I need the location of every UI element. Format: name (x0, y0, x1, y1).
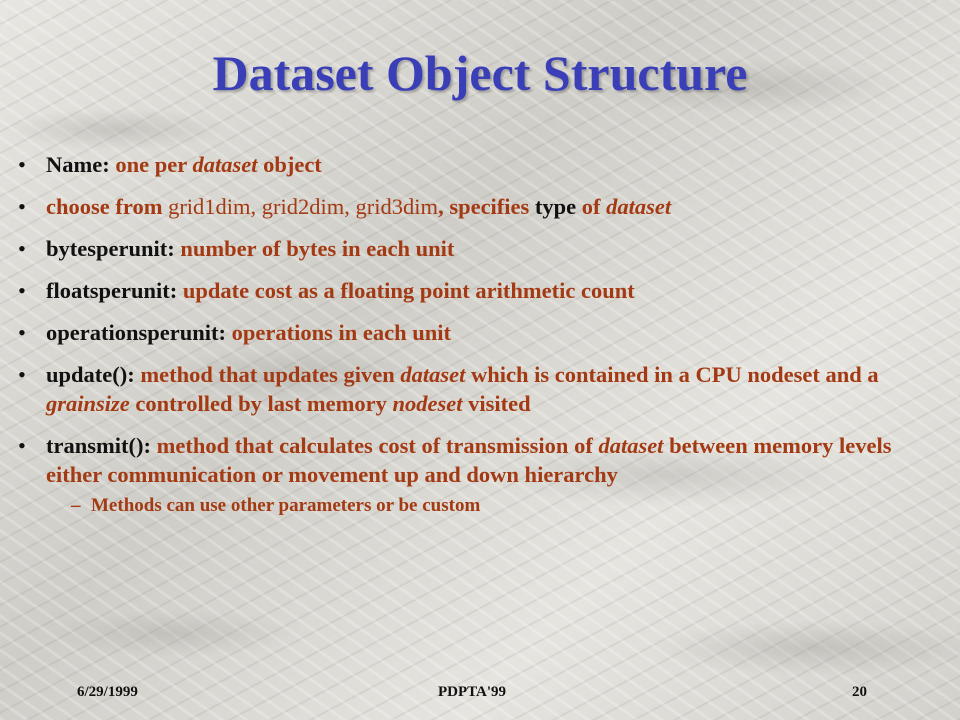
footer-page-number: 20 (852, 684, 867, 700)
footer-conference: PDPTA'99 (438, 684, 507, 700)
bullet-icon: • (18, 236, 26, 261)
bullet-update: • update(): method that updates given dataset which is contained in a CPU nodeset and a grainsize controlled by last memory nodeset visited (18, 362, 879, 416)
bullet-operationsperunit: • operationsperunit: operations in each unit (18, 320, 452, 345)
bullet-list (18, 150, 943, 533)
bullet-icon: • (18, 152, 26, 177)
bullet-icon: • (18, 362, 26, 387)
bullet-icon: • (18, 433, 26, 458)
bullet-transmit: • transmit(): method that calculates cost of transmission of dataset between memory levels either communication or movement up and down hierarchy – Methods can use other parameters or be custom (18, 431, 943, 520)
bullet-icon: • (18, 194, 26, 219)
dash-icon: – (71, 495, 81, 516)
bullet-icon: • (18, 278, 26, 303)
bullet-icon: • (18, 320, 26, 345)
bullet-floatsperunit: • floatsperunit: update cost as a floating point arithmetic count (18, 278, 635, 303)
footer-date: 6/29/1999 (77, 684, 138, 700)
bullet-choose-from: • choose from grid1dim, grid2dim, grid3dim, specifies type of dataset (18, 194, 672, 219)
bullet-bytesperunit: • bytesperunit: number of bytes in each unit (18, 236, 455, 261)
slide-title: Dataset Object Structure (212, 45, 748, 101)
bullet-name: • Name: one per dataset object (18, 152, 322, 177)
sub-bullet-methods: – Methods can use other parameters or be custom (46, 491, 943, 520)
